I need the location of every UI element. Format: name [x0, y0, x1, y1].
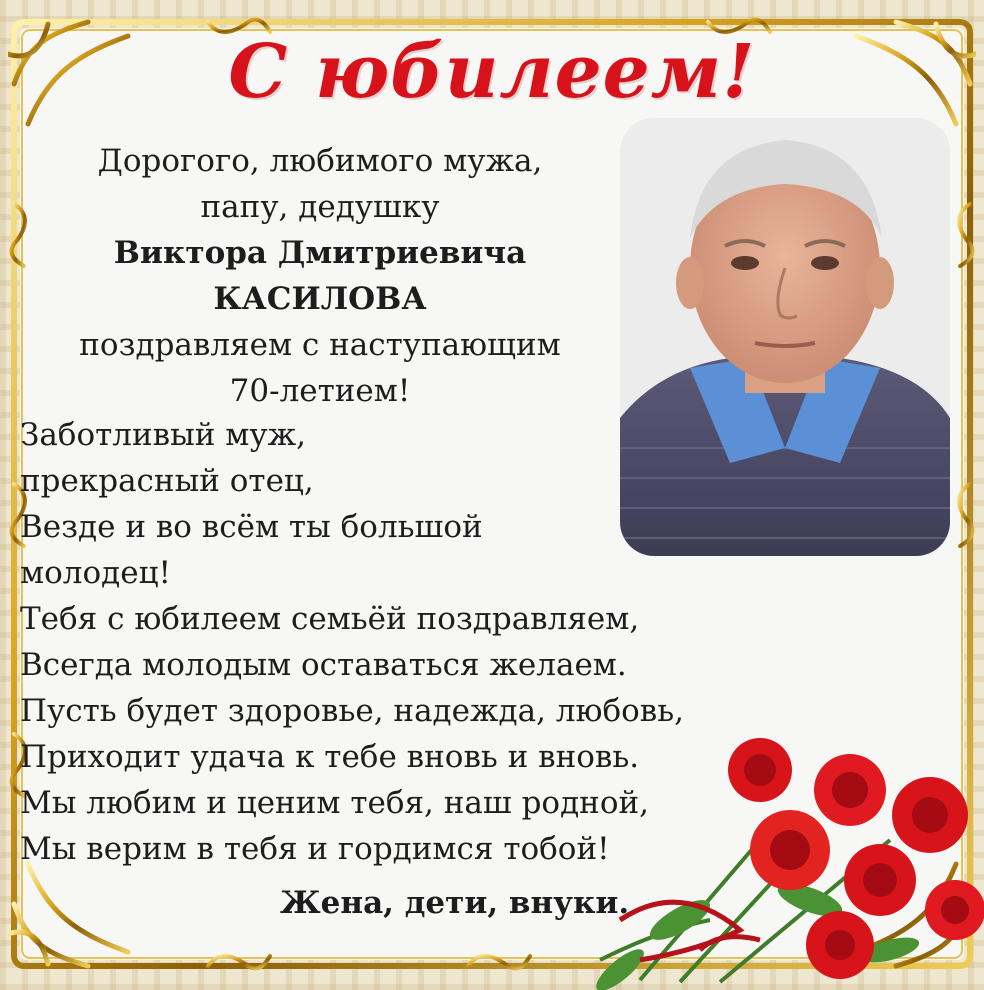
- poem-line: молодец!: [20, 555, 171, 591]
- poem-line: Мы любим и ценим тебя, наш родной,: [20, 785, 650, 821]
- poem-line: Всегда молодым оставаться желаем.: [20, 647, 627, 683]
- poem-line: Везде и во всём ты большой: [20, 509, 483, 545]
- signature: Жена, дети, внуки.: [280, 885, 630, 921]
- poem-line: Пусть будет здоровье, надежда, любовь,: [20, 693, 684, 729]
- poem-line: Тебя с юбилеем семьёй поздравляем,: [20, 601, 640, 637]
- honoree-surname: КАСИЛОВА: [213, 281, 427, 317]
- portrait-photo: [620, 118, 950, 556]
- dedication-line-2: папу, дедушку: [200, 189, 440, 225]
- dedication-line-1: Дорогого, любимого мужа,: [97, 143, 543, 179]
- honoree-name: Виктора Дмитриевича: [113, 235, 527, 271]
- poem-line: прекрасный отец,: [20, 463, 314, 499]
- dedication-block: [20, 138, 620, 414]
- poem-line: Заботливый муж,: [20, 417, 306, 453]
- poem-line: Приходит удача к тебе вновь и вновь.: [20, 739, 640, 775]
- poem-line: Мы верим в тебя и гордимся тобой!: [20, 831, 610, 867]
- portrait-illustration: [620, 118, 950, 556]
- dedication-line-5: поздравляем с наступающим: [79, 327, 561, 363]
- rose-bouquet-icon: [560, 720, 984, 990]
- dedication-line-6: 70-летием!: [229, 373, 411, 409]
- greeting-title: С юбилеем!: [228, 29, 756, 115]
